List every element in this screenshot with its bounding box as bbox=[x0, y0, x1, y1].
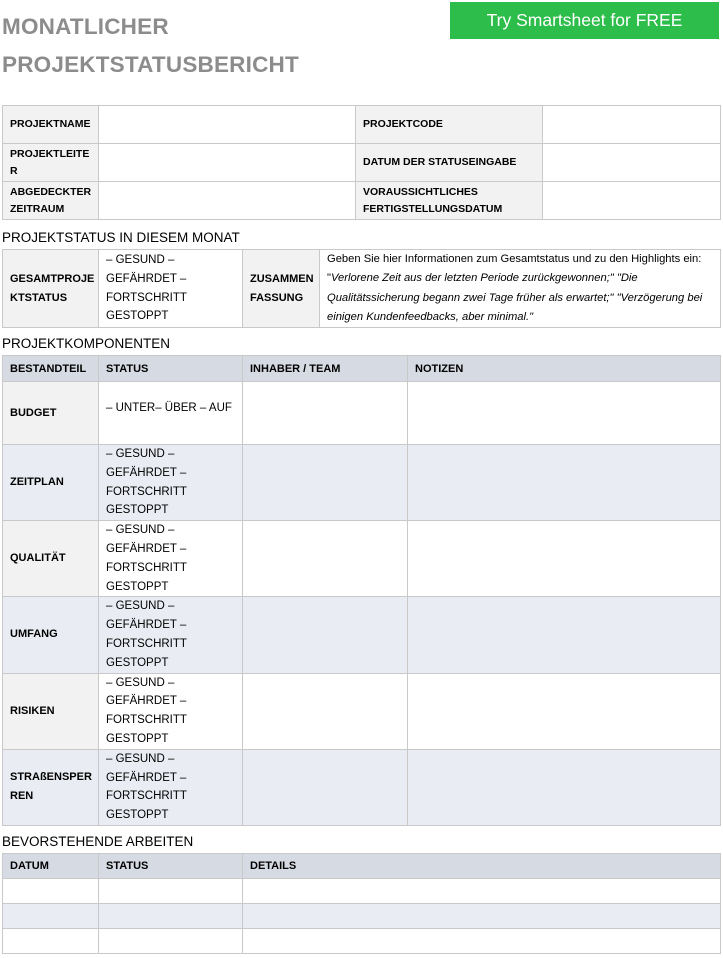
col-header-status: STATUS bbox=[99, 356, 243, 382]
components-table bbox=[2, 355, 721, 826]
table-row bbox=[3, 597, 721, 673]
upcoming-date[interactable] bbox=[3, 879, 99, 904]
page-title bbox=[2, 8, 422, 84]
component-status[interactable]: – GESUND – GEFÄHRDET – FORTSCHRITT GESTOPPT bbox=[99, 597, 243, 673]
project-info-table bbox=[2, 105, 721, 220]
table-row bbox=[3, 521, 721, 597]
component-name: BUDGET bbox=[3, 382, 99, 445]
summary-examples: Verlorene Zeit aus der letzten Periode zurückgewonnen;" "Die Qualitätssicherung begann zwei Tage früher als erwartet;" "Verzögerung bei einigen Kundenfeedbacks, aber minimal." bbox=[327, 272, 703, 323]
table-row bbox=[3, 904, 721, 929]
field-fertigstellungsdatum[interactable] bbox=[543, 182, 721, 220]
field-projektname[interactable] bbox=[99, 106, 356, 144]
table-row bbox=[3, 673, 721, 749]
component-name: UMFANG bbox=[3, 597, 99, 673]
table-row bbox=[3, 879, 721, 904]
label-datum-statuseingabe: DATUM DER STATUSEINGABE bbox=[356, 144, 543, 182]
summary-text[interactable] bbox=[320, 250, 721, 328]
upcoming-details[interactable] bbox=[243, 879, 721, 904]
summary-intro: Geben Sie hier Informationen zum Gesamtstatus und zu den Highlights ein: " bbox=[327, 253, 702, 285]
upcoming-status[interactable] bbox=[99, 904, 243, 929]
upcoming-details[interactable] bbox=[243, 904, 721, 929]
section-heading-status: PROJEKTSTATUS IN DIESEM MONAT bbox=[2, 230, 240, 245]
component-notes[interactable] bbox=[408, 673, 721, 749]
component-notes[interactable] bbox=[408, 521, 721, 597]
component-name: ZEITPLAN bbox=[3, 445, 99, 521]
component-name: RISIKEN bbox=[3, 673, 99, 749]
section-heading-upcoming: BEVORSTEHENDE ARBEITEN bbox=[2, 834, 194, 849]
col-header-notizen: NOTIZEN bbox=[408, 356, 721, 382]
label-projektname: PROJEKTNAME bbox=[3, 106, 99, 144]
section-heading-components: PROJEKTKOMPONENTEN bbox=[2, 336, 171, 351]
gesamt-status-options[interactable]: – GESUND – GEFÄHRDET – FORTSCHRITT GESTOPPT bbox=[99, 250, 243, 328]
table-row bbox=[3, 445, 721, 521]
table-row bbox=[3, 929, 721, 954]
try-smartsheet-button[interactable]: Try Smartsheet for FREE bbox=[450, 2, 719, 39]
label-projektleiter: PROJEKTLEITER bbox=[3, 144, 99, 182]
component-notes[interactable] bbox=[408, 382, 721, 445]
component-notes[interactable] bbox=[408, 597, 721, 673]
label-zusammenfassung: ZUSAMMENFASSUNG bbox=[243, 250, 320, 328]
field-projektcode[interactable] bbox=[543, 106, 721, 144]
upcoming-details[interactable] bbox=[243, 929, 721, 954]
component-status[interactable]: – GESUND – GEFÄHRDET – FORTSCHRITT GESTOPPT bbox=[99, 521, 243, 597]
component-status[interactable]: – GESUND – GEFÄHRDET – FORTSCHRITT GESTOPPT bbox=[99, 445, 243, 521]
field-projektleiter[interactable] bbox=[99, 144, 356, 182]
col-header-bestandteil: BESTANDTEIL bbox=[3, 356, 99, 382]
upcoming-work-table bbox=[2, 853, 721, 954]
upcoming-status[interactable] bbox=[99, 929, 243, 954]
table-row bbox=[3, 749, 721, 825]
col-header-details: DETAILS bbox=[243, 854, 721, 879]
component-status[interactable]: – GESUND – GEFÄHRDET – FORTSCHRITT GESTOPPT bbox=[99, 673, 243, 749]
component-name: STRAßENSPERREN bbox=[3, 749, 99, 825]
upcoming-status[interactable] bbox=[99, 879, 243, 904]
label-gesamtprojektstatus: GESAMTPROJEKTSTATUS bbox=[3, 250, 99, 328]
label-fertigstellungsdatum: VORAUSSICHTLICHES FERTIGSTELLUNGSDATUM bbox=[356, 182, 543, 220]
label-abgedeckter-zeitraum: ABGEDECKTER ZEITRAUM bbox=[3, 182, 99, 220]
component-status[interactable]: – GESUND – GEFÄHRDET – FORTSCHRITT GESTOPPT bbox=[99, 749, 243, 825]
upcoming-date[interactable] bbox=[3, 904, 99, 929]
component-owner[interactable] bbox=[243, 445, 408, 521]
component-owner[interactable] bbox=[243, 597, 408, 673]
upcoming-date[interactable] bbox=[3, 929, 99, 954]
component-status[interactable]: – UNTER– ÜBER – AUF bbox=[99, 382, 243, 445]
component-name: QUALITÄT bbox=[3, 521, 99, 597]
page-title-line2: PROJEKTSTATUSBERICHT bbox=[2, 52, 299, 77]
table-row bbox=[3, 382, 721, 445]
col-header-datum: DATUM bbox=[3, 854, 99, 879]
label-projektcode: PROJEKTCODE bbox=[356, 106, 543, 144]
component-owner[interactable] bbox=[243, 749, 408, 825]
field-datum-statuseingabe[interactable] bbox=[543, 144, 721, 182]
component-owner[interactable] bbox=[243, 521, 408, 597]
col-header-inhaber-team: INHABER / TEAM bbox=[243, 356, 408, 382]
field-abgedeckter-zeitraum[interactable] bbox=[99, 182, 356, 220]
project-status-table bbox=[2, 249, 721, 328]
col-header-status: STATUS bbox=[99, 854, 243, 879]
component-notes[interactable] bbox=[408, 749, 721, 825]
component-notes[interactable] bbox=[408, 445, 721, 521]
page-title-line1: MONATLICHER bbox=[2, 14, 169, 39]
component-owner[interactable] bbox=[243, 382, 408, 445]
component-owner[interactable] bbox=[243, 673, 408, 749]
